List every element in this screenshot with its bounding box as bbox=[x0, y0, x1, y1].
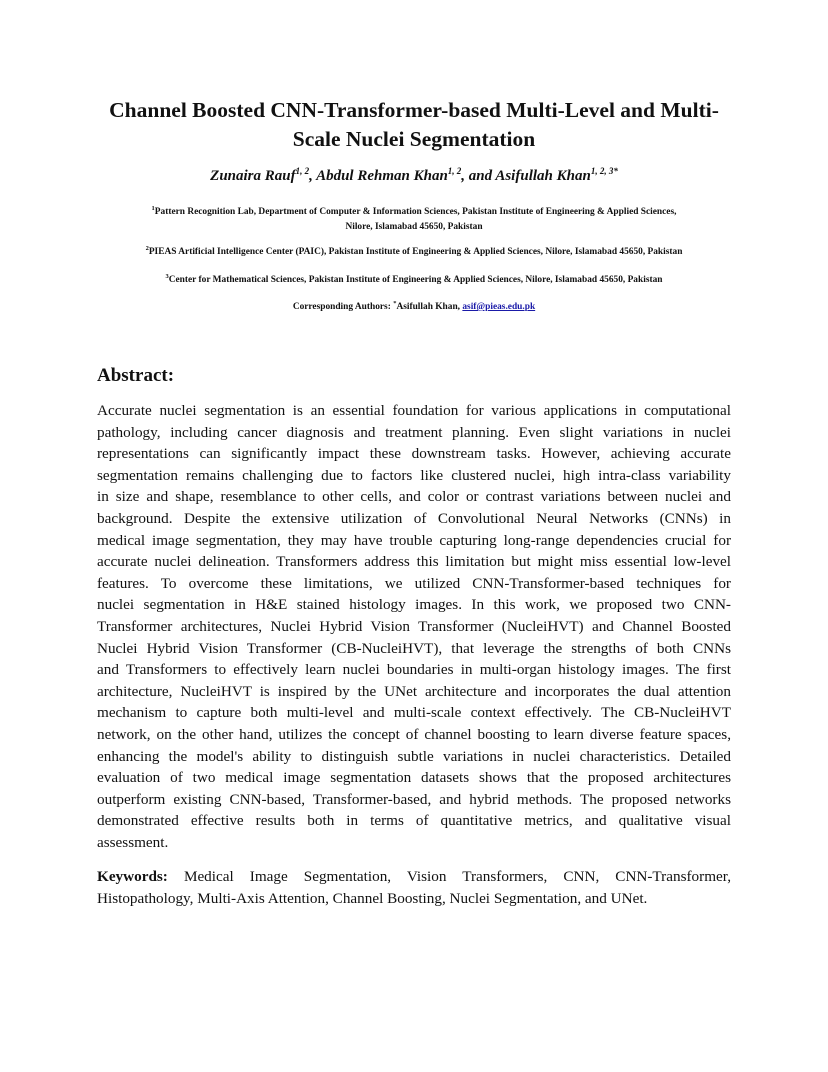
abstract-line: medical image segmentation, they may have trouble capturing long-range dependencies crucial for bbox=[97, 531, 731, 549]
affiliation-sup: 1 bbox=[151, 205, 155, 212]
author-name: Asifullah Khan bbox=[495, 168, 591, 184]
author-separator: , and bbox=[461, 168, 496, 184]
abstract-line: Nuclei Hybrid Vision Transformer (CB-NucleiHVT), that leverage the strengths of both CNNs bbox=[97, 639, 731, 657]
abstract-line: segmentation remains challenging due to factors like clustered nuclei, high intra-class variability bbox=[97, 466, 731, 484]
abstract-line: background. Despite the extensive utilization of Convolutional Neural Networks (CNNs) in bbox=[97, 509, 731, 527]
abstract-line: demonstrated effective results both in terms of quantitative metrics, and qualitative visual bbox=[97, 812, 731, 830]
affiliation-2-text: PIEAS Artificial Intelligence Center (PAIC), Pakistan Institute of Engineering & Applied Sciences, Nilore, Islamabad 45650, Pakistan bbox=[148, 247, 683, 257]
affiliation-1-line-1: Pattern Recognition Lab, Department of Computer & Information Sciences, Pakistan Institute of Engineering & Applied Sciences, bbox=[154, 207, 677, 217]
abstract-line: in size and shape, resemblance to other cells, and color or contrast variations between nuclei and bbox=[97, 488, 731, 506]
keywords-label: Keywords: bbox=[97, 868, 168, 885]
abstract-line: enhancing the model's ability to distinguish subtle variations in nuclei characteristics. Detailed bbox=[97, 747, 731, 765]
corresponding-email-link[interactable]: asif@pieas.edu.pk bbox=[462, 302, 536, 312]
affiliation-sup: 2 bbox=[145, 245, 149, 252]
abstract-line: network, on the other hand, utilizes the concept of channel boosting to learn diverse feature spaces, bbox=[97, 725, 731, 743]
author-affiliation-sup: 1, 2 bbox=[447, 166, 462, 176]
abstract-line: Accurate nuclei segmentation is an essential foundation for various applications in computational bbox=[97, 402, 731, 419]
author-affiliation-sup: 1, 2, 3* bbox=[590, 166, 618, 176]
author-name: Abdul Rehman Khan bbox=[316, 168, 448, 184]
title-line-2: Scale Nuclei Segmentation bbox=[292, 127, 536, 151]
abstract-line: accurate nuclei delineation. Transformers address this limitation but might miss essential low-level bbox=[97, 553, 731, 571]
corresponding-author bbox=[70, 300, 758, 315]
abstract-line: representations can significantly impact these downstream tasks. However, achieving accurate bbox=[97, 445, 731, 463]
author-separator: , bbox=[309, 168, 317, 184]
author-name: Zunaira Rauf bbox=[210, 168, 296, 184]
affiliation-sup: 3 bbox=[165, 273, 169, 280]
abstract-line: assessment. bbox=[97, 833, 169, 851]
paper-title bbox=[60, 96, 768, 154]
affiliation-1 bbox=[70, 205, 758, 235]
author-list bbox=[60, 168, 768, 185]
abstract-heading: Abstract: bbox=[97, 365, 175, 386]
abstract-line: and Transformers to effectively learn nuclei boundaries in multi-organ histology images. The first bbox=[97, 661, 731, 679]
abstract-line: nuclei segmentation in H&E stained histology images. In this work, we proposed two CNN- bbox=[97, 596, 731, 614]
abstract-line: architecture, NucleiHVT is inspired by the UNet architecture and incorporates the dual attention bbox=[97, 682, 731, 700]
abstract-line: evaluation of two medical image segmentation datasets shows that the proposed architectures bbox=[97, 769, 731, 787]
abstract-line: mechanism to capture both multi-level and multi-scale context effectively. The CB-NucleiHVT bbox=[97, 704, 731, 722]
affiliation-2 bbox=[70, 245, 758, 260]
corresponding-name: Asifullah Khan, bbox=[396, 302, 463, 312]
keywords-line-2: Histopathology, Multi-Axis Attention, Channel Boosting, Nuclei Segmentation, and UNet. bbox=[97, 889, 648, 907]
keywords-line-1: Medical Image Segmentation, Vision Transformers, CNN, CNN-Transformer, bbox=[167, 868, 731, 885]
abstract-line: pathology, including cancer diagnosis and treatment planning. Even slight variations in nuclei bbox=[97, 423, 731, 441]
abstract-line: features. To overcome these limitations, we utilized CNN-Transformer-based techniques for bbox=[97, 574, 731, 592]
abstract-line: outperform existing CNN-based, Transformer-based, and hybrid methods. The proposed networks bbox=[97, 790, 731, 808]
affiliation-3 bbox=[70, 273, 758, 288]
affiliation-3-text: Center for Mathematical Sciences, Pakistan Institute of Engineering & Applied Sciences, Nilore, Islamabad 45650, Pakistan bbox=[168, 275, 663, 285]
keywords-section bbox=[97, 866, 731, 909]
affiliation-1-line-2: Nilore, Islamabad 45650, Pakistan bbox=[345, 222, 483, 232]
corresponding-sup: * bbox=[393, 300, 397, 307]
corresponding-label: Corresponding Authors: bbox=[292, 302, 394, 312]
title-line-1: Channel Boosted CNN-Transformer-based Multi-Level and Multi- bbox=[109, 98, 719, 122]
author-affiliation-sup: 1, 2 bbox=[295, 166, 310, 176]
abstract-line: Transformer architectures, Nuclei Hybrid Vision Transformer (NucleiHVT) and Channel Boosted bbox=[97, 617, 731, 635]
abstract-body bbox=[97, 400, 731, 853]
